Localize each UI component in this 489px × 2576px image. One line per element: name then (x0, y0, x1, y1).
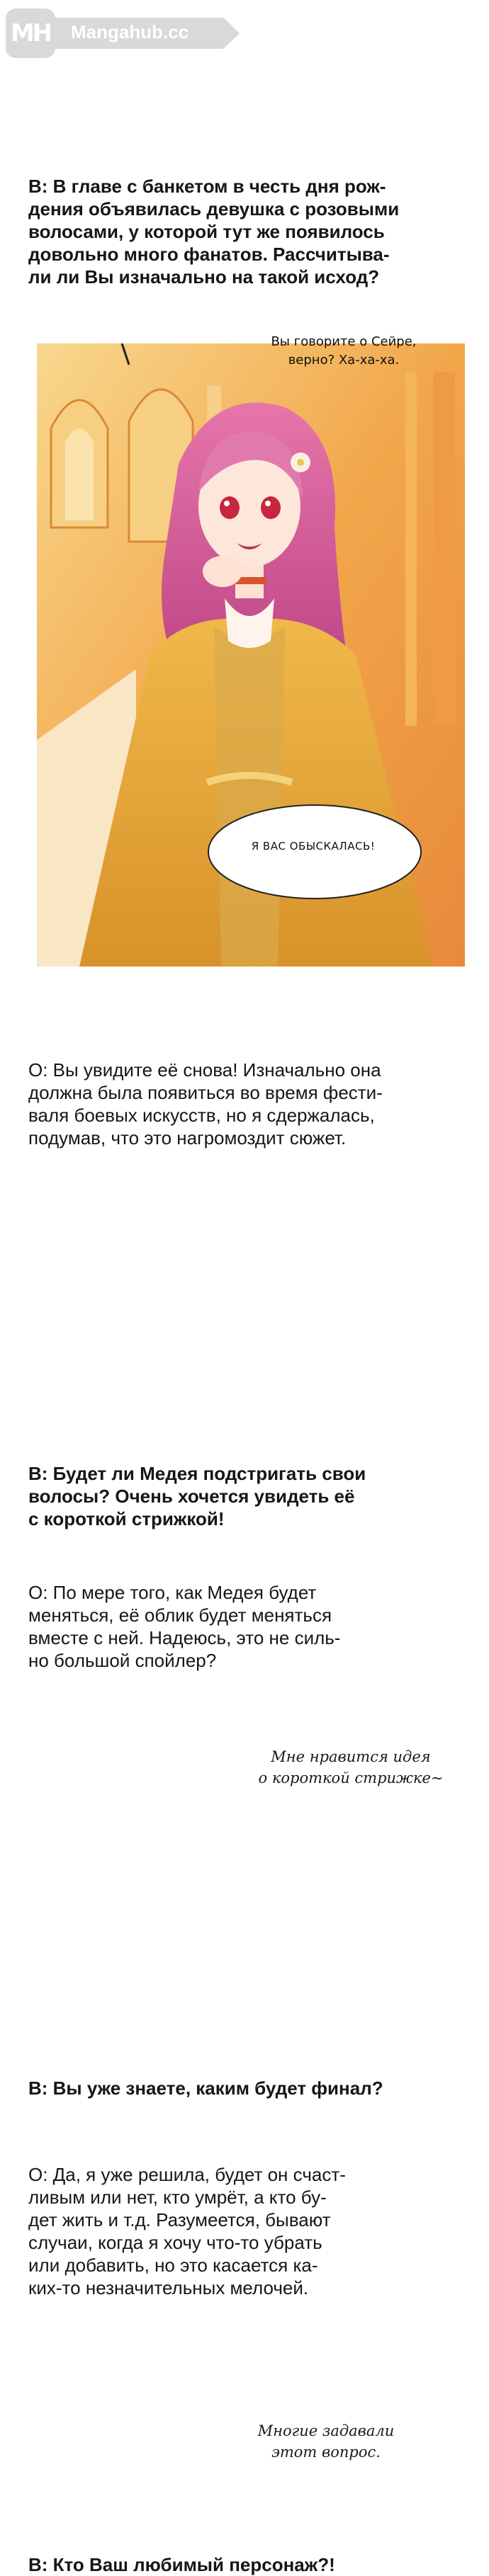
question-3: В: Вы уже знаете, каким будет финал? (28, 2078, 383, 2099)
answer-1: О: Вы увидите её снова! Изначально она должна была появиться во время фести- валя боевых искусств, но я сдержалась, подумав, что это нагромоздит сюжет. (28, 1059, 383, 1149)
question-4: В: Кто Ваш любимый персонаж?! (28, 2554, 335, 2575)
question-2: В: Будет ли Медея подстригать свои волосы? Очень хочется увидеть её с короткой стрижкой! (28, 1463, 366, 1529)
author-note-1: Мне нравится идея о короткой стрижке~ (258, 1748, 444, 1786)
speech-bubble-mid: Я ВАС ОБЫСКАЛАСЬ! (251, 840, 376, 853)
speech-bubble-top: Вы говорите о Сейре, верно? Ха-ха-ха. (271, 334, 417, 367)
answer-3: О: Да, я уже решила, будет он счаст- ливым или нет, кто умрёт, а кто бу- дет жить и т.д. Разумеется, бывают случаи, когда я хочу что-то убрать или добавить, но это касается ка- ких-то незначительных мелочей. (28, 2164, 346, 2298)
question-1: В: В главе с банкетом в честь дня рож- дения объявилась девушка с розовыми волосами, у которой тут же появилось довольно много фанатов. Рассчитыва- ли ли Вы изначально на такой исход? (28, 176, 400, 287)
watermark (0, 0, 244, 64)
site-logo-icon: MH (6, 8, 55, 58)
author-note-2: Многие задавали этот вопрос. (257, 2422, 395, 2461)
answer-2: О: По мере того, как Медея будет меняться, её облик будет меняться вместе с ней. Надеюсь, это не силь- но большой спойлер? (28, 1582, 341, 1671)
watermark-site-name: Mangahub.cc (71, 21, 189, 42)
